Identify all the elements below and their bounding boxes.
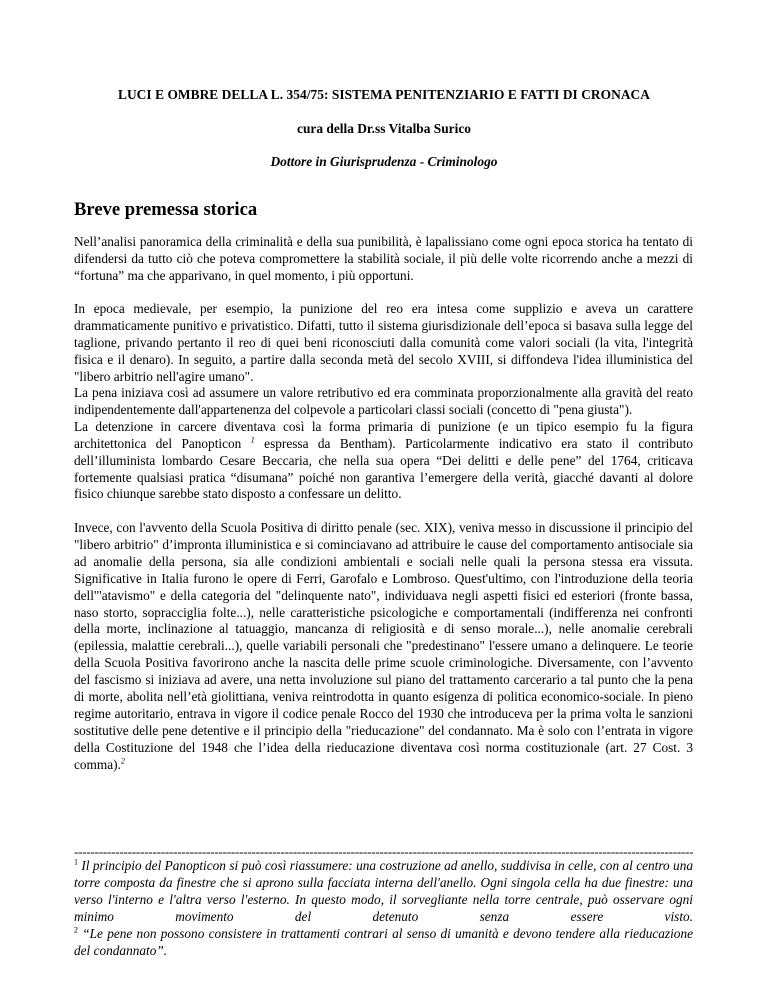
paragraph-1: Nell’analisi panoramica della criminalità e della sua punibilità, è lapalissiano come ogni epoca storica ha tentato di difendersi da tutto ciò che poteva compromettere la stabilità sociale, il più delle volte ricorrendo anche a mezzi di “fortuna” ma che apparivano, in quel momento, i più opportuni.: [74, 234, 693, 283]
paragraph-4: [74, 520, 693, 774]
footnote-2-mark: 2: [74, 925, 78, 935]
footnote-ref-2[interactable]: 2: [120, 756, 125, 766]
document-author-role: Dottore in Giurisprudenza - Criminologo: [270, 154, 498, 169]
footnote-2-text: “Le pene non possono consistere in trattamenti contrari al senso di umanità e devono tendere alla rieducazione del condannato”.: [74, 925, 693, 958]
footnote-2: [74, 926, 693, 960]
paragraph-2: In epoca medievale, per esempio, la punizione del reo era intesa come supplizio e aveva un carattere drammaticamente punitivo e privatistico. Difatti, tutto il sistema giurisdizionale dell’epoca si basava sulla legge del taglione, privando pertanto il reo di quei beni riconosciuti dalla comunità come valori sociali (la vita, l'integrità fisica e il denaro). In seguito, a partire dalla seconda metà del secolo XVIII, si diffondeva l'idea illuministica del "libero arbitrio nell'agire umano".: [74, 301, 693, 384]
footnote-ref-1[interactable]: 1: [250, 435, 255, 445]
paragraph-3-sentence-1: La pena iniziava così ad assumere un valore retributivo ed era comminata proporzionalmente alla gravità del reato indipendentemente dall'appartenenza del colpevole a particolari classi sociali (concetto di "pena giusta").: [74, 385, 693, 417]
footnote-1-text: Il principio del Panopticon si può così riassumere: una costruzione ad anello, suddivisa in celle, con al centro una torre composta da finestre che si aprono sulla facciata interna dell'anello. Ogni singola cella ha due finestre: una verso l'interno e l'altra verso l'esterno. In questo modo, il sorvegliante nella torre centrale, può osservare ogni minimo movimento del detenuto senza essere visto.: [74, 858, 693, 924]
footnotes: [74, 858, 693, 959]
paragraph-3-sentence-2: La detenzione in carcere diventava così la forma primaria di punizione (e un tipico esempio fu la figura architettonica del Panopticon: [74, 418, 693, 451]
paragraph-3-sentence-2-cont: espressa da Bentham). Particolarmente indicativo era stato il contributo dell’illuminista lombardo Cesare Beccaria, che nella sua opera “Dei delitti e delle pene” del 1764, criticava fortemente qualsiasi pratica “disumana” poiché non garantiva l’emergere della verità, giacché davanti al dolore fisico chiunque sarebbe stato disposto a confessare un delitto.: [74, 435, 693, 502]
section-heading: Breve premessa storica: [74, 199, 258, 220]
footnote-1-mark: 1: [74, 857, 78, 867]
paragraph-4-text: Invece, con l'avvento della Scuola Positiva di diritto penale (sec. XIX), veniva messo in discussione il principio del "libero arbitrio" d’impronta illuministica e si cominciavano ad attribuire le cause del comportamento antisociale sia ad anomalie della persona, sia alle condizioni ambientali e sociali nelle quali la persona stessa era vissuta. Significative in Italia furono le opere di Ferri, Garofalo e Lombroso. Quest'ultimo, con l'introduzione della teoria dell'"atavismo" e della categoria del "delinquente nato", individuava negli aspetti fisici ed esteriori (fronte bassa, naso storto, sopracciglia folte...), nelle caratteristiche psicologiche e comportamentali (indifferenza nei confronti della morte, inclinazione al tatuaggio, mancanza di religiosità e di senso morale...), nelle anomalie cerebrali (epilessia, malattie cerebrali...), quelle variabili personali che "predestinano" l'essere umano a delinquere. Le teorie della Scuola Positiva favorirono anche la nascita delle prime scuole criminologiche. Diversamente, con l’avvento del fascismo si iniziava ad avere, una netta involuzione sul piano del trattamento carcerario a tal punto che la pena di morte, abolita nell’età giolittiana, veniva reintrodotta in quanto esigenza di politica economico-sociale. In pieno regime autoritario, entrava in vigore il codice penale Rocco del 1930 che introduceva per la prima volta le sanzioni sostitutive delle pene detentive e il principio della "rieducazione" del condannato. Ma è solo con l’entrata in vigore della Costituzione del 1948 che l’idea della rieducazione diventava così norma costituzionale (art. 27 Cost. 3 comma).: [74, 520, 693, 772]
footnote-1: [74, 858, 693, 926]
footnote-separator: ------------------------------------------------------------------------------------------------------------------------------------------------------: [74, 844, 693, 859]
document-curator: cura della Dr.ss Vitalba Surico: [297, 121, 471, 136]
document-title: LUCI E OMBRE DELLA L. 354/75: SISTEMA PENITENZIARIO E FATTI DI CRONACA: [117, 87, 650, 102]
paragraph-3: [74, 385, 693, 503]
